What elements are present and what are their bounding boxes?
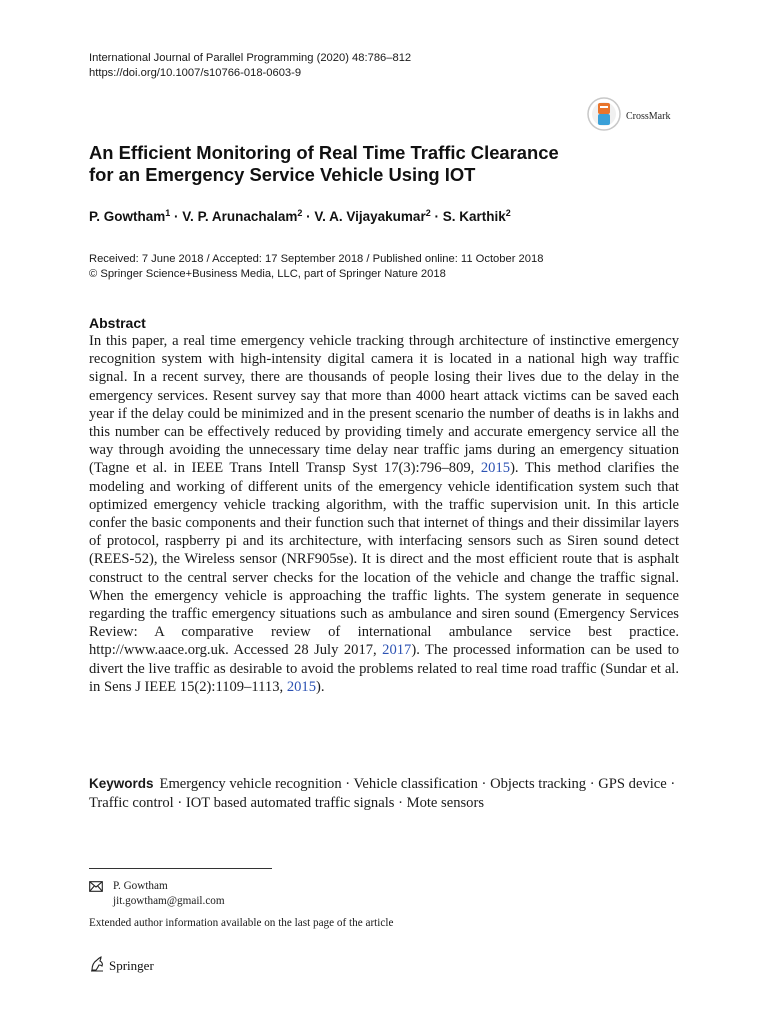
journal-citation: International Journal of Parallel Programming (2020) 48:786–812 [89, 52, 412, 64]
author-affiliation: 2 [425, 208, 431, 218]
journal-header [89, 51, 411, 81]
abstract-text: ). The processed information can be used to divert the live traffic as desirable to avoid the problems related to real time road traffic (Sundar et al. in Sens J IEEE 15(2):1109–1113, [89, 642, 679, 695]
author-email[interactable]: jit.gowtham@gmail.com [113, 895, 225, 907]
author-name[interactable]: V. A. Vijayakumar [314, 209, 426, 224]
author-name[interactable]: S. Karthik [442, 209, 506, 224]
article-title [89, 142, 559, 186]
citation-link[interactable]: 2015 [480, 460, 511, 477]
abstract-text: ). This method clarifies the modeling and working of different units of the emergency vehicle identification system such that optimized emergency vehicle tracking algorithm, with the traffic supervision unit. In this article confer the basic components and their function such that internet of things and their dissimilar layers of protocol, raspberry pi and its architecture, with interfacing sensors such as Siren sound detect (REES-52), the Wireless sensor (NRF905se). It is direct and the most efficient route that is asphalt construct to the central server checks for the location of the vehicle and change the traffic signal. When the emergency vehicle is approaching the traffic lights. The system generate in sequence regarding the traffic emergency situations such as ambulance and siren sound (Emergency Services Review: A comparative review of international ambulance service best practice. http://www.aace.org.uk. Accessed 28 July 2017, [89, 460, 679, 659]
copyright-line: © Springer Science+Business Media, LLC, part of Springer Nature 2018 [89, 268, 446, 280]
extended-author-note: Extended author information available on the last page of the article [89, 917, 394, 929]
author-separator: · [430, 209, 443, 224]
springer-horse-icon [89, 956, 105, 976]
abstract-text: In this paper, a real time emergency vehicle tracking through architecture of instinctive emergency recognition system with high-intensity digital camera it is located in a national high way traffic signal. In a recent survey, there are thousands of people losing their lives due to the delay in the emergency services. Resent survey say that more than 4000 heart attack victims can be saved each year if the delay could be minimized and in the present scenario the number of deaths is in lakhs and this number can be effectively reduced by providing timely and accurate emergency service all the way through avoiding the unnecessary time delay near traffic jams during an emergency situation (Tagne et al. in IEEE Trans Intell Transp Syst 17(3):796–809, [89, 333, 679, 477]
abstract-heading: Abstract [89, 315, 146, 331]
author-affiliation: 2 [505, 208, 511, 218]
crossmark-icon [587, 97, 621, 136]
crossmark-label: CrossMark [626, 111, 671, 122]
citation-link[interactable]: 2017 [382, 642, 412, 659]
title-line-2: for an Emergency Service Vehicle Using IOT [89, 164, 476, 185]
author-separator: · [170, 209, 183, 224]
corresponding-author: P. Gowtham [113, 880, 168, 892]
envelope-icon [89, 879, 103, 909]
date-history: Received: 7 June 2018 / Accepted: 17 September 2018 / Published online: 11 October 2018 [89, 253, 544, 265]
author-name[interactable]: V. P. Arunachalam [182, 209, 298, 224]
abstract-body [89, 332, 679, 696]
doi-link[interactable]: https://doi.org/10.1007/s10766-018-0603-9 [89, 67, 302, 79]
keywords-list: Emergency vehicle recognition · Vehicle classification · Objects tracking · GPS device · Traffic control · IOT based automated traffic signals · Mote sensors [89, 776, 676, 811]
author-separator: · [302, 209, 315, 224]
author-affiliation: 2 [297, 208, 303, 218]
crossmark-badge[interactable] [587, 97, 670, 136]
publication-dates [89, 252, 543, 282]
author-list [89, 208, 511, 224]
keywords-label: Keywords [89, 776, 154, 791]
footnote-divider [89, 868, 272, 869]
abstract-text: ). [316, 678, 325, 695]
keywords-section [89, 774, 689, 813]
publisher-logo [89, 956, 154, 976]
publisher-name: Springer [109, 958, 154, 973]
correspondence-block [89, 879, 225, 909]
citation-link[interactable]: 2015 [286, 678, 316, 695]
author-name[interactable]: P. Gowtham [89, 209, 166, 224]
title-line-1: An Efficient Monitoring of Real Time Traffic Clearance [89, 142, 559, 163]
author-affiliation: 1 [165, 208, 171, 218]
